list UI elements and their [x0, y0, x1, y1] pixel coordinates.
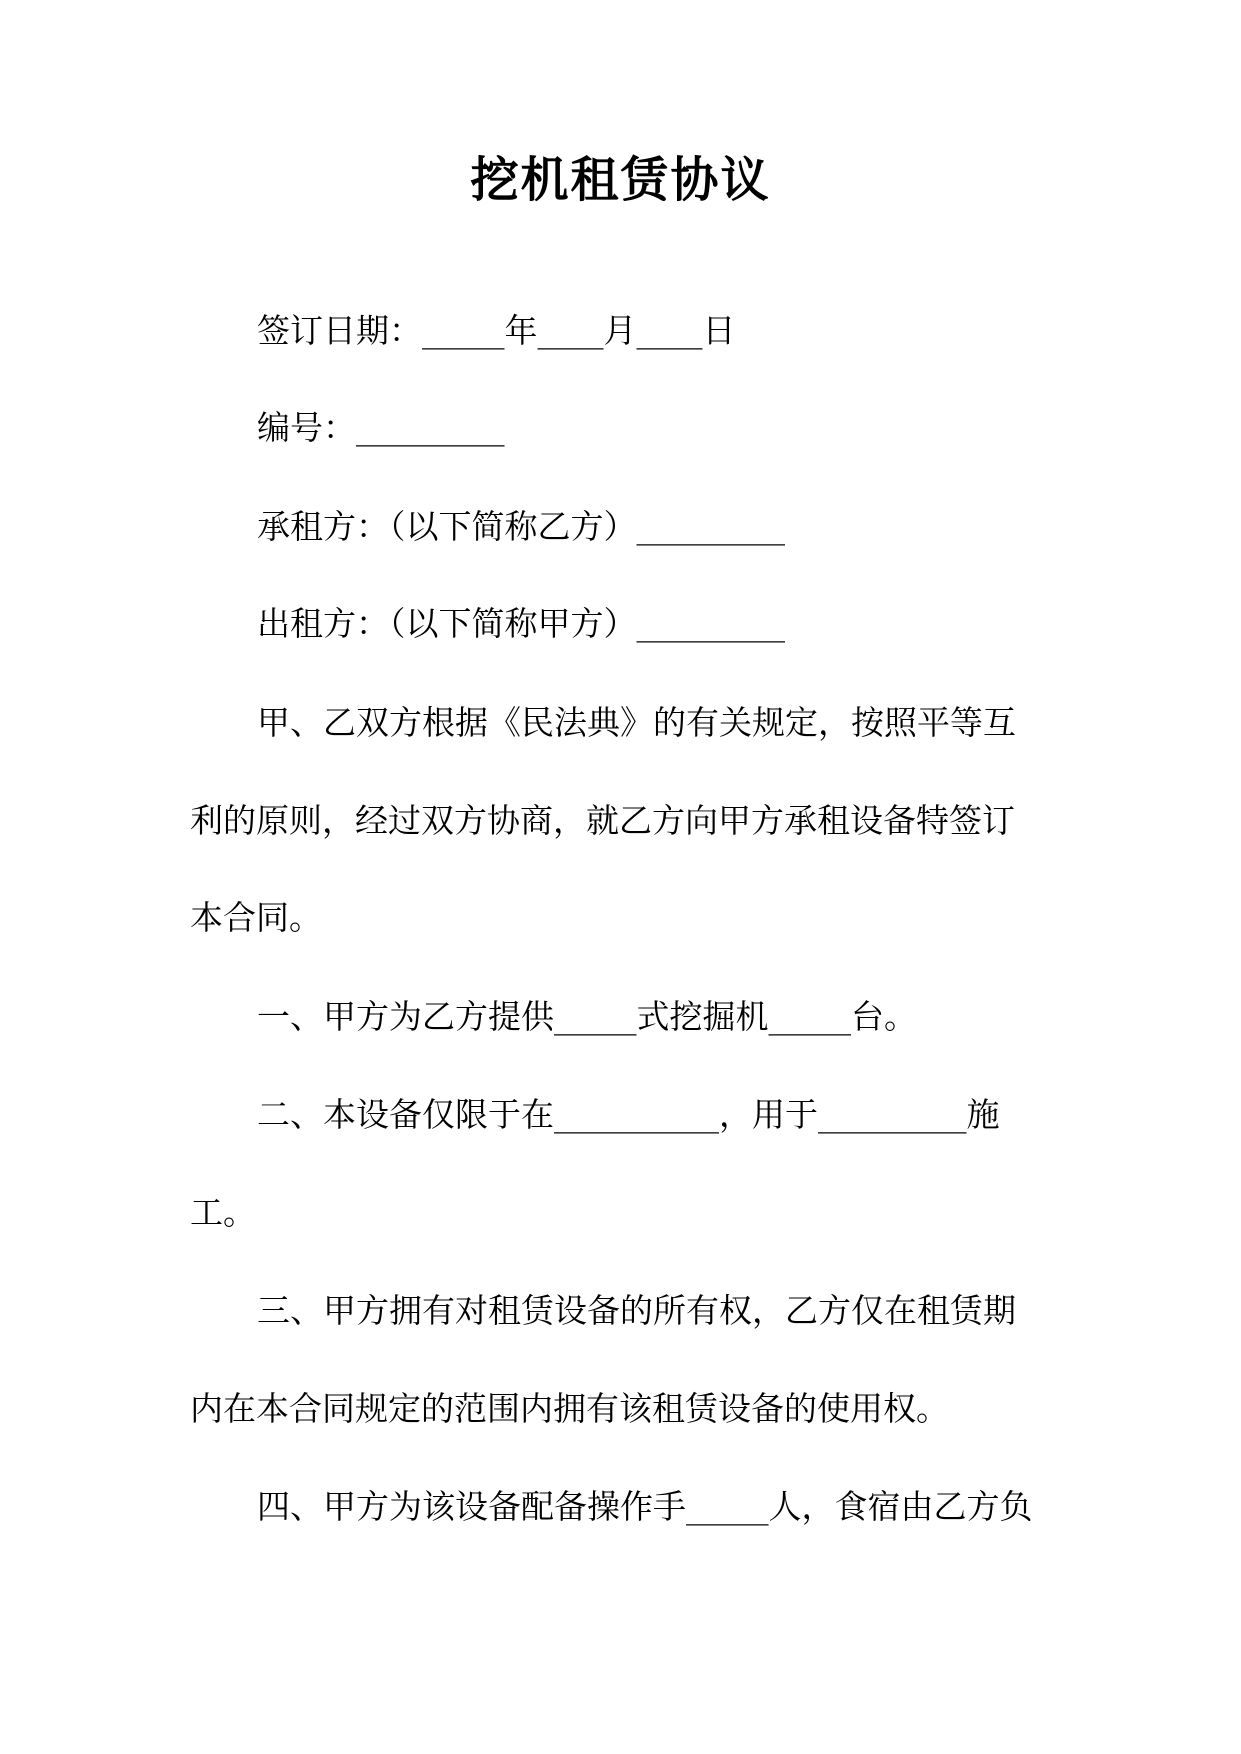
signing-date-line: 签订日期：_____年____月____日: [257, 311, 736, 350]
clause-3-line-1: 三、甲方拥有对租赁设备的所有权，乙方仅在租赁期: [257, 1291, 1016, 1330]
document-title: 挖机租赁协议: [470, 152, 771, 208]
clause-3-line-2: 内在本合同规定的范围内拥有该租赁设备的使用权。: [190, 1389, 949, 1428]
clause-4-line-1: 四、甲方为该设备配备操作手_____人，食宿由乙方负: [257, 1487, 1033, 1526]
preamble-line-3: 本合同。: [190, 898, 322, 937]
preamble-line-1: 甲、乙双方根据《民法典》的有关规定，按照平等互: [257, 703, 1016, 742]
clause-2-line-1: 二、本设备仅限于在__________，用于_________施: [257, 1095, 1000, 1134]
serial-number-line: 编号：_________: [257, 408, 505, 447]
clause-1-line: 一、甲方为乙方提供_____式挖掘机_____台。: [257, 997, 917, 1036]
preamble-line-2: 利的原则，经过双方协商，就乙方向甲方承租设备特签订: [190, 801, 1015, 840]
lessee-line: 承租方：（以下简称乙方）_________: [257, 507, 785, 546]
lessor-line: 出租方：（以下简称甲方）_________: [257, 604, 785, 643]
clause-2-line-2: 工。: [190, 1193, 256, 1232]
